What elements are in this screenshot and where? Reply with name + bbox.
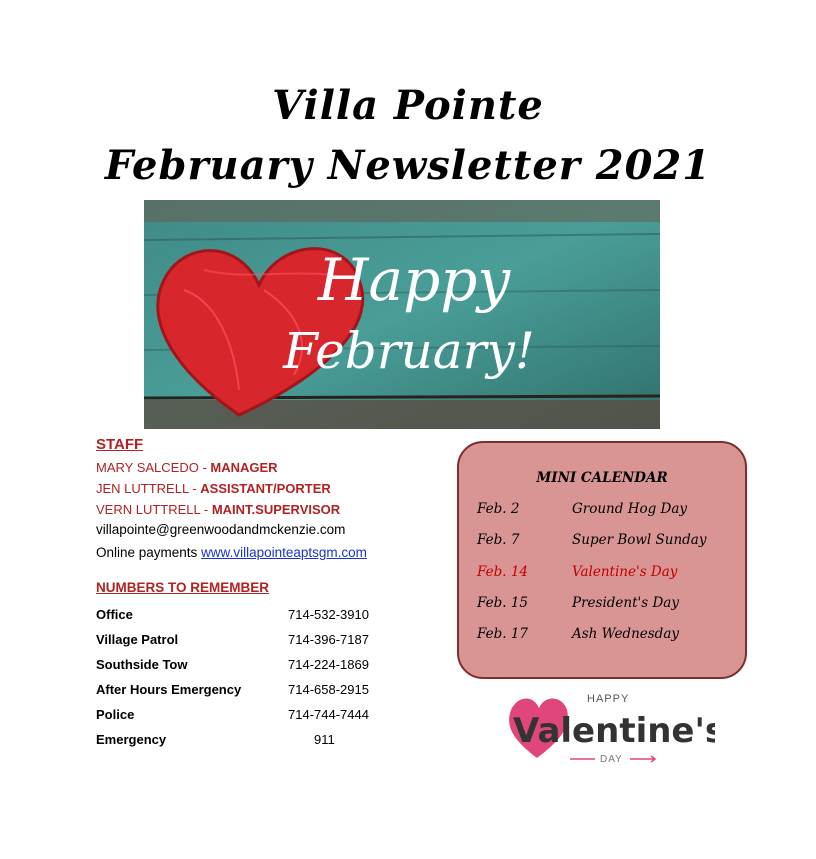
number-row bbox=[96, 657, 396, 677]
number-label: Village Patrol bbox=[96, 632, 179, 647]
staff-heading: STAFF bbox=[96, 436, 144, 453]
calendar-entry-highlighted: Feb. 14 Valentine's Day bbox=[477, 564, 678, 580]
number-value: 911 bbox=[314, 732, 335, 747]
calendar-title: MINI CALENDAR bbox=[536, 470, 668, 486]
number-label: Emergency bbox=[96, 732, 167, 747]
newsletter-title-line2: February Newsletter 2021 bbox=[104, 142, 712, 189]
happy-february-banner bbox=[144, 200, 660, 429]
happy-valentines-logo bbox=[505, 688, 715, 766]
banner-february-text: February! bbox=[283, 322, 535, 380]
contact-email: villapointe@greenwoodandmckenzie.com bbox=[96, 522, 346, 537]
calendar-entry: Feb. 15 President's Day bbox=[477, 595, 679, 611]
number-row bbox=[96, 732, 396, 752]
staff-member: JEN LUTTRELL - ASSISTANT/PORTER bbox=[96, 481, 331, 496]
number-row bbox=[96, 682, 396, 702]
number-row bbox=[96, 632, 396, 652]
number-value: 714-224-1869 bbox=[288, 657, 369, 672]
staff-member: VERN LUTTRELL - MAINT.SUPERVISOR bbox=[96, 502, 341, 517]
numbers-heading: NUMBERS TO REMEMBER bbox=[96, 580, 270, 595]
mini-calendar bbox=[457, 441, 747, 679]
banner-happy-text: Happy bbox=[317, 246, 511, 314]
number-value: 714-396-7187 bbox=[288, 632, 369, 647]
calendar-entry: Feb. 17 Ash Wednesday bbox=[477, 626, 679, 642]
number-row bbox=[96, 607, 396, 627]
newsletter-title-line1: Villa Pointe bbox=[272, 82, 544, 129]
number-label: Southside Tow bbox=[96, 657, 188, 672]
number-value: 714-532-3910 bbox=[288, 607, 369, 622]
staff-member: MARY SALCEDO - MANAGER bbox=[96, 460, 278, 475]
calendar-entry: Feb. 2 Ground Hog Day bbox=[477, 501, 688, 517]
number-label: Office bbox=[96, 607, 133, 622]
number-value: 714-744-7444 bbox=[288, 707, 369, 722]
online-payments: Online payments www.villapointeaptsgm.com bbox=[96, 545, 367, 560]
number-value: 714-658-2915 bbox=[288, 682, 369, 697]
online-payments-link[interactable]: www.villapointeaptsgm.com bbox=[201, 545, 367, 560]
svg-text:Valentine's: Valentine's bbox=[513, 711, 715, 751]
number-label: After Hours Emergency bbox=[96, 682, 242, 697]
number-row bbox=[96, 707, 396, 727]
number-label: Police bbox=[96, 707, 135, 722]
svg-text:DAY: DAY bbox=[600, 754, 623, 765]
calendar-entry: Feb. 7 Super Bowl Sunday bbox=[477, 532, 707, 548]
svg-text:HAPPY: HAPPY bbox=[587, 693, 630, 705]
